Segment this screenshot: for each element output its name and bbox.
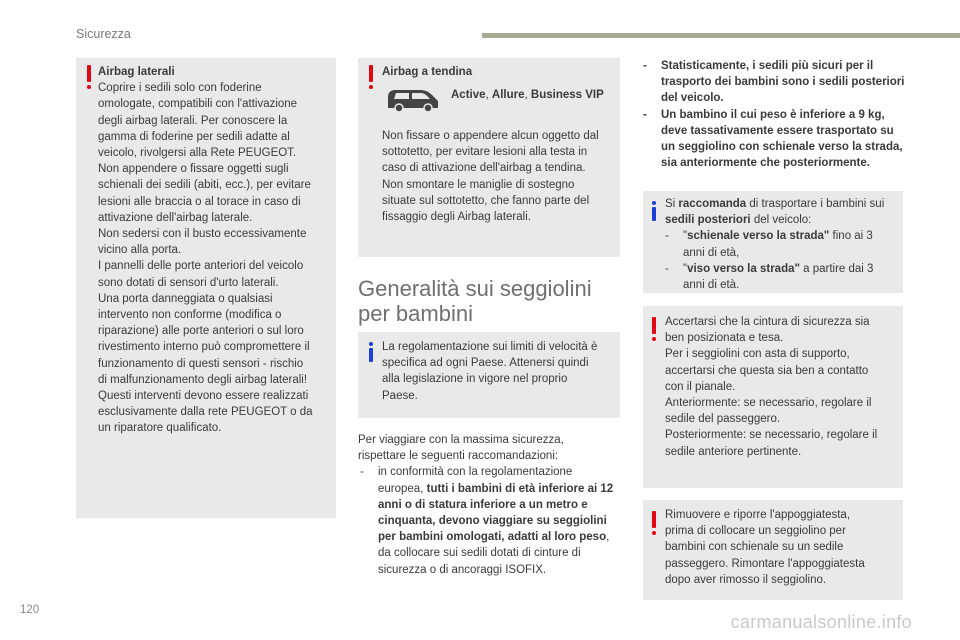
- text-line: sedile del passeggero.: [665, 413, 781, 426]
- seat-belt-text: [665, 314, 899, 460]
- info-icon: [652, 207, 656, 221]
- exclamation-warning-icon: [652, 511, 656, 528]
- section-title: Generalità sui seggiolini per bambini: [358, 276, 592, 326]
- version-name: Active: [451, 89, 486, 101]
- text-line: rispettare le seguenti raccomandazioni:: [358, 450, 559, 463]
- text-line: schienali dei sedili (abiti, ecc.), per evitare: [98, 179, 311, 192]
- text-line: Anteriormente: se necessario, regolare il: [665, 397, 872, 410]
- text-line: specifica ad ogni Paese. Attenersi quindi: [382, 357, 589, 370]
- text-line: riparazione) alle porte anteriori o sul loro: [98, 325, 304, 338]
- text-line: Posteriormente: se necessario, regolare il: [665, 429, 878, 442]
- text-line: dopo aver rimosso il seggiolino.: [665, 573, 827, 586]
- recommendation-bullet: - in conformità con la regolamentazione europea, tutti i bambini di età inferiore ai 12 anni o di statura inferiore a un metro e cinquanta, devono viaggiare su seggiolini per bambini omologati, adatti al loro peso, da collocare sui sedili dotati di cinture di sicurezza o di ancoraggi ISOFIX.: [360, 466, 614, 576]
- text-line: gamma di foderine per sedili adatte al: [98, 130, 290, 143]
- text-line: attivazione dell'airbag laterale.: [98, 211, 253, 224]
- text-line: esclusivamente dalla rete PEUGEOT o da: [98, 406, 313, 419]
- text-line: veicolo, rivolgersi alla Rete PEUGEOT.: [98, 147, 297, 160]
- text-line: caso di attivazione dell'airbag a tendina.: [382, 162, 586, 175]
- text-line: Per viaggiare con la massima sicurezza,: [358, 434, 564, 446]
- text-line: degli airbag laterali. Per conoscere la: [98, 114, 288, 127]
- header-rule: [482, 33, 960, 38]
- page-number: 120: [20, 604, 40, 616]
- text-line: Accertarsi che la cintura di sicurezza sia: [665, 316, 870, 328]
- text-line: un riparatore qualificato.: [98, 422, 222, 435]
- text-line: sono dotati di sensori d'urto laterali.: [98, 276, 279, 289]
- safety-bullet: - Un bambino il cui peso è inferiore a 9 kg, deve tassativamente essere trasportato su un seggiolino con schienale verso la strada, sia anteriormente che posteriormente.: [643, 108, 903, 170]
- text-line: omologate, compatibili con l'attivazione: [98, 98, 298, 111]
- headrest-text: [665, 507, 899, 588]
- text-line: alla legislazione in vigore nel proprio: [382, 373, 568, 386]
- text-line: Rimuovere e riporre l'appoggiatesta,: [665, 509, 851, 521]
- speed-regulation-text: [382, 339, 618, 404]
- text-line: Questi interventi devono essere realizzati: [98, 390, 309, 403]
- text-line: Non fissare o appendere alcun oggetto dal: [382, 130, 599, 142]
- text-line: vicino alla porta.: [98, 244, 182, 257]
- rear-seat-item: - "viso verso la strada" a partire dai 3 anni di età.: [665, 262, 874, 292]
- text-line: funzionamento di questi sensori - rischio: [98, 357, 304, 370]
- van-side-icon: [385, 85, 441, 113]
- text-line: accertarsi che questa sia ben a contatto: [665, 364, 869, 377]
- text-line: fissaggio degli Airbag laterali.: [382, 211, 531, 224]
- watermark: carmanualsonline.info: [730, 612, 912, 632]
- version-name: Business VIP: [530, 89, 604, 101]
- text-line: Non smontare le maniglie di sostegno: [382, 178, 575, 191]
- text-line: intervento non conforme (modifica o: [98, 309, 282, 322]
- safety-bullet: - Statisticamente, i sedili più sicuri per il trasporto dei bambini sono i sedili posteriori del veicolo.: [643, 60, 905, 105]
- text-line: situate sul sottotetto, che fanno parte del: [382, 194, 590, 207]
- text-line: Paese.: [382, 389, 418, 402]
- curtain-airbag-title: Airbag a tendina: [382, 66, 473, 78]
- exclamation-warning-icon: [87, 65, 91, 82]
- text-line: Una porta danneggiata o qualsiasi: [98, 292, 273, 305]
- text-line: rivestimento interno può compromettere il: [98, 341, 310, 354]
- text-line: sottotetto, per evitare lesioni alla testa in: [382, 146, 588, 159]
- text-line: di malfunzionamento degli airbag laterali!: [98, 373, 308, 386]
- text-line: La regolamentazione sui limiti di velocità è: [382, 341, 598, 353]
- info-icon: [369, 348, 373, 362]
- text-line: Coprire i sedili solo con foderine: [98, 82, 262, 95]
- header-section-title: Sicurezza: [76, 27, 131, 41]
- side-airbag-title: Airbag laterali: [98, 66, 175, 78]
- rear-seat-text: Si raccomanda di trasportare i bambini sui sedili posteriori del veicolo: - "schienale verso la strada" fino ai 3 anni di età, - "viso verso la strada" a partire dai 3 anni di età.: [665, 196, 897, 293]
- side-airbag-text: [98, 64, 334, 437]
- text-line: Non sedersi con il busto eccessivamente: [98, 228, 307, 241]
- text-line: bambini con schienale su un sedile: [665, 541, 844, 554]
- curtain-airbag-text: [382, 128, 618, 225]
- safety-bullets: [643, 58, 905, 171]
- rear-seat-item: - "schienale verso la strada" fino ai 3 anni di età,: [665, 230, 873, 259]
- text-line: passeggero. Rimontare l'appoggiatesta: [665, 557, 865, 570]
- side-airbag-lines: [98, 80, 334, 436]
- text-line: lesioni alle braccia o al torace in caso di: [98, 195, 301, 208]
- version-name: Allure: [491, 89, 525, 101]
- exclamation-warning-icon: [652, 317, 656, 334]
- text-line: I pannelli delle porte anteriori del veicolo: [98, 260, 304, 273]
- curtain-airbag-versions: Active, Allure, Business VIP: [451, 89, 604, 101]
- recommendations-text: [358, 432, 620, 578]
- text-line: con il pianale.: [665, 380, 736, 393]
- text-line: sedile anteriore pertinente.: [665, 445, 802, 458]
- exclamation-warning-icon: [369, 65, 373, 82]
- text-line: ben posizionata e tesa.: [665, 332, 784, 345]
- text-line: prima di collocare un seggiolino per: [665, 525, 846, 538]
- text-line: Per i seggiolini con asta di supporto,: [665, 348, 850, 361]
- text-line: Non appendere o fissare oggetti sugli: [98, 163, 289, 176]
